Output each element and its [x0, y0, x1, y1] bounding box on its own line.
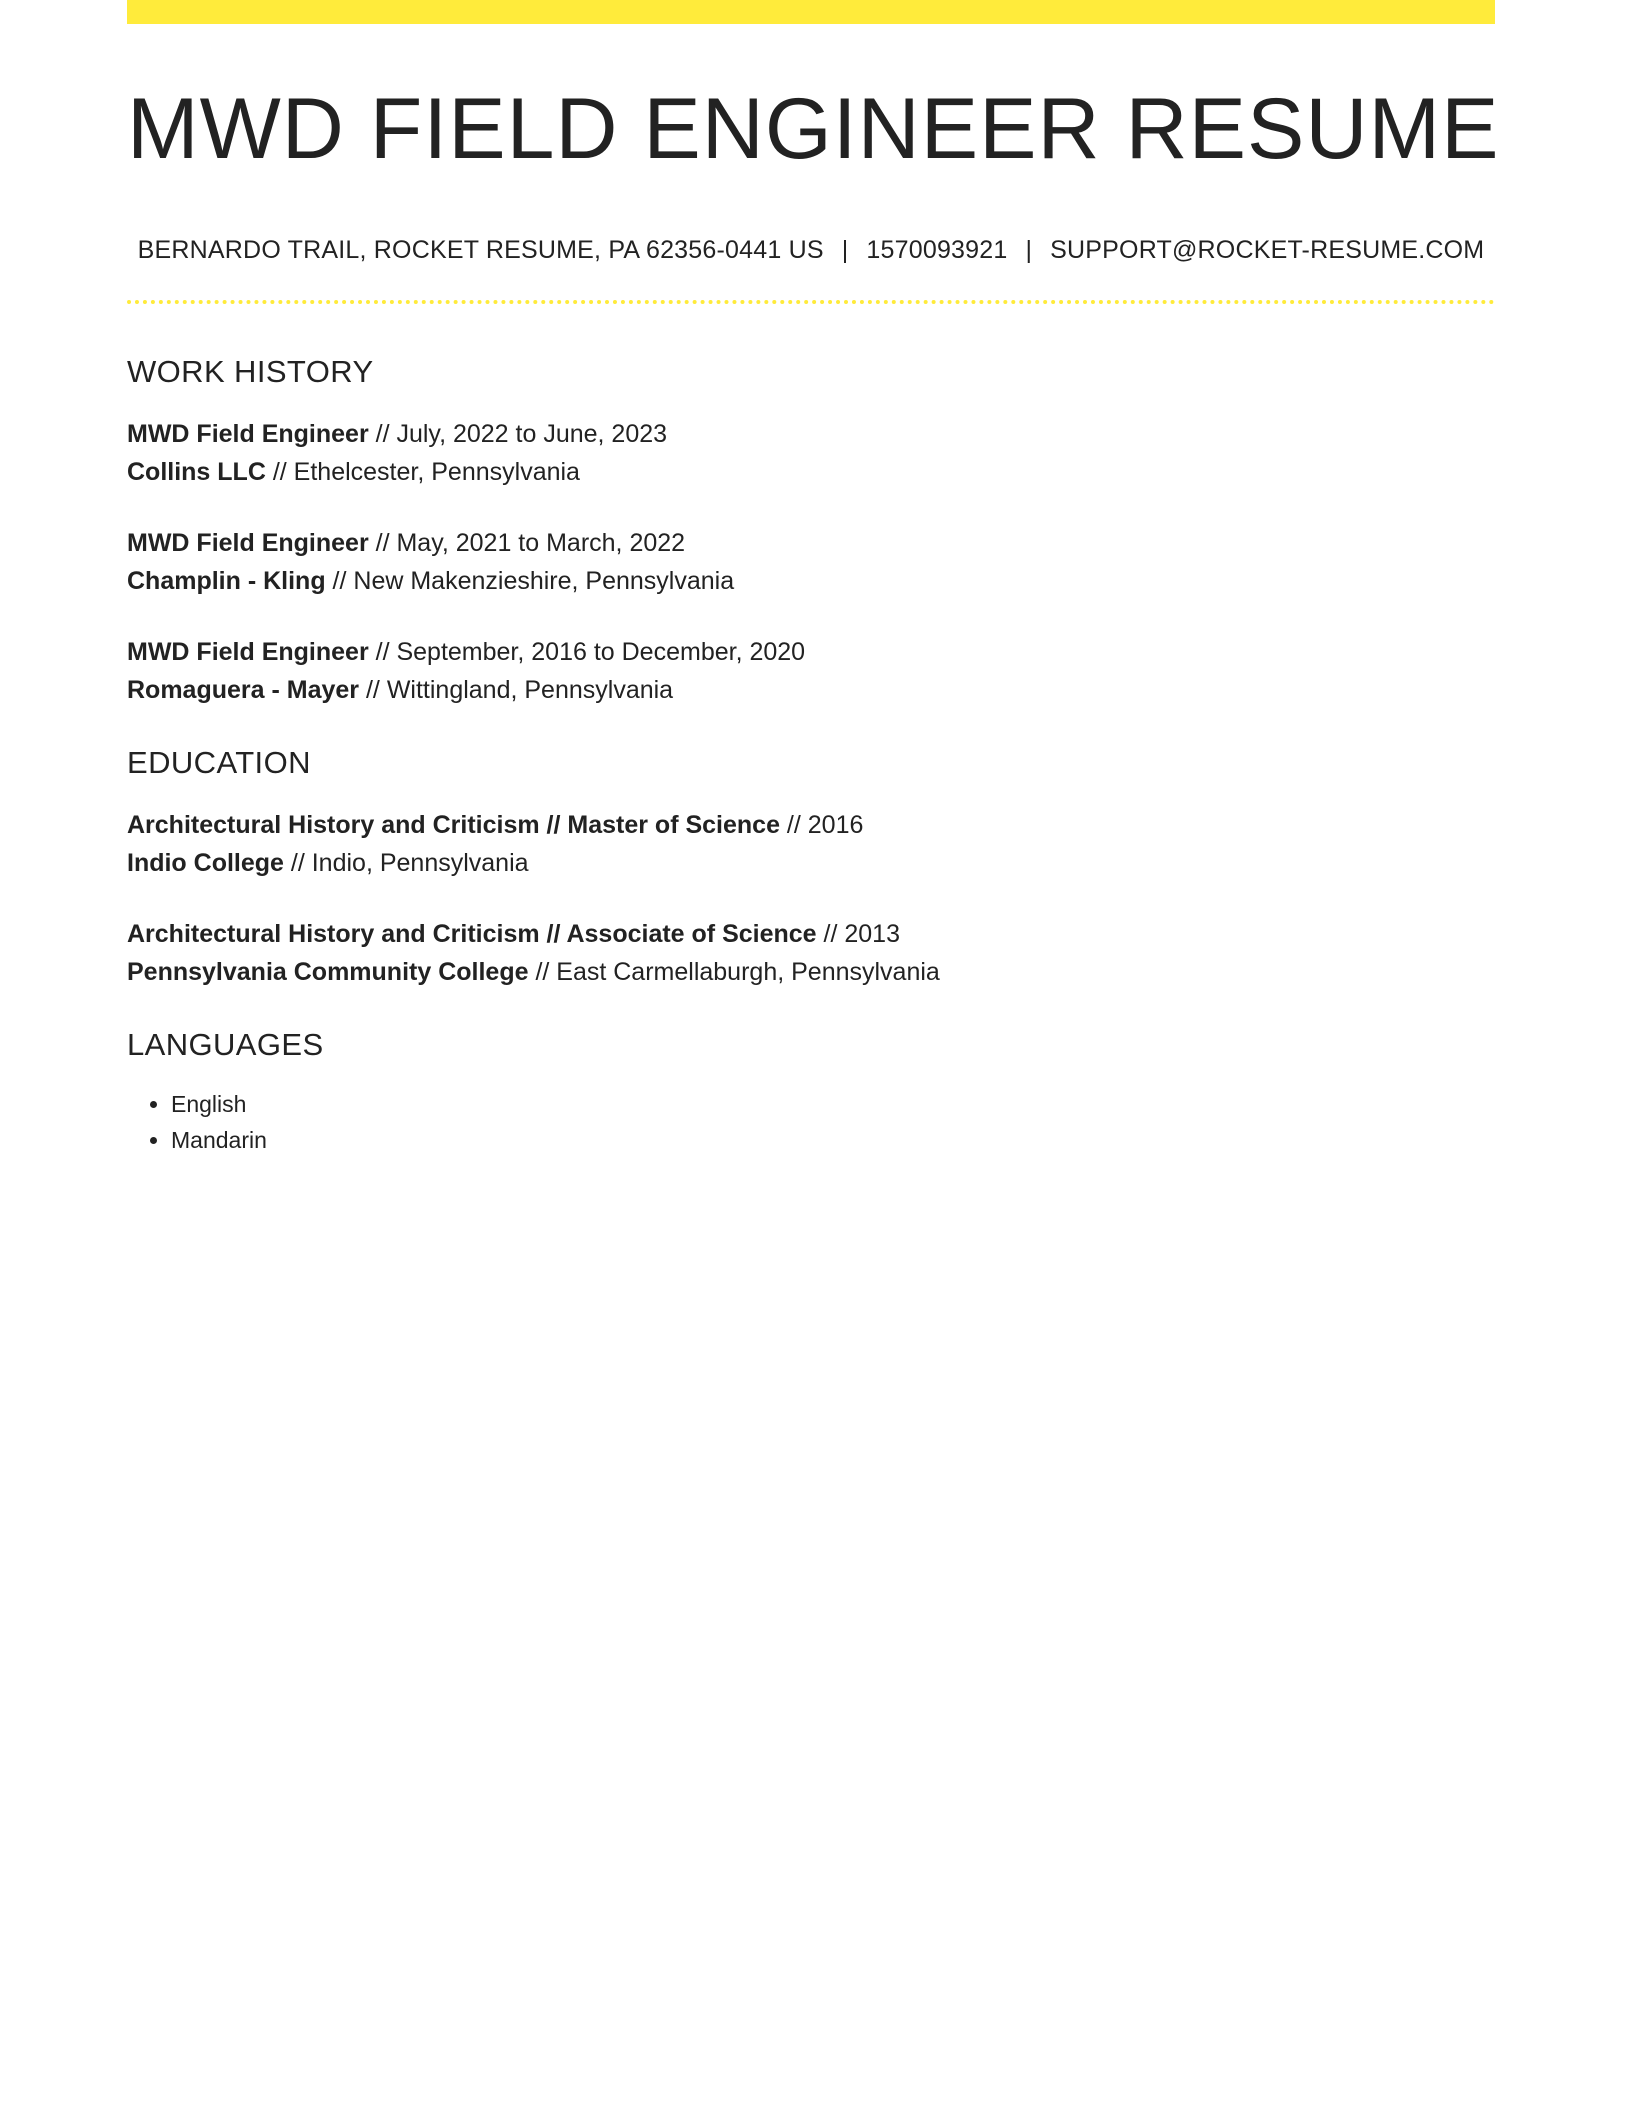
section-title-languages: LANGUAGES: [127, 1027, 324, 1062]
graduation-year: // 2013: [816, 920, 900, 948]
degree-name: Architectural History and Criticism // Associate of Science: [127, 920, 817, 948]
job-dates: // September, 2016 to December, 2020: [368, 638, 806, 666]
job-title: MWD Field Engineer: [127, 529, 369, 557]
company-location: // Wittingland, Pennsylvania: [359, 676, 674, 704]
section-title-work-history: WORK HISTORY: [127, 354, 374, 389]
school-name: Pennsylvania Community College: [127, 958, 529, 986]
language-item: • Mandarin: [171, 1122, 1495, 1158]
education-section: [127, 747, 1495, 991]
contact-phone: 1570093921: [866, 236, 1008, 264]
company-location: // Ethelcester, Pennsylvania: [265, 458, 580, 486]
school-name: Indio College: [127, 849, 284, 877]
work-entry: [127, 524, 1495, 600]
school-location: // East Carmellaburgh, Pennsylvania: [528, 958, 940, 986]
contact-email: SUPPORT@ROCKET-RESUME.COM: [1050, 236, 1485, 264]
resume-page: [127, 0, 1500, 1158]
school-location: // Indio, Pennsylvania: [283, 849, 529, 877]
job-title: MWD Field Engineer: [127, 420, 369, 448]
job-title: MWD Field Engineer: [127, 638, 369, 666]
graduation-year: // 2016: [779, 811, 864, 839]
language-item: • English: [171, 1086, 1495, 1122]
work-history-section: [127, 356, 1495, 709]
contact-separator: |: [841, 236, 849, 264]
company-name: Collins LLC: [127, 458, 266, 486]
job-dates: // May, 2021 to March, 2022: [368, 529, 686, 557]
contact-line: [127, 238, 1495, 263]
contact-address: BERNARDO TRAIL, ROCKET RESUME, PA 62356-0441 US: [137, 236, 824, 264]
work-entry: [127, 633, 1495, 709]
company-location: // New Makenzieshire, Pennsylvania: [325, 567, 735, 595]
company-name: Romaguera - Mayer: [127, 676, 360, 704]
languages-section: [127, 1029, 1495, 1158]
company-name: Champlin - Kling: [127, 567, 326, 595]
work-entry: [127, 415, 1495, 491]
education-entry: [127, 806, 1495, 882]
degree-name: Architectural History and Criticism // Master of Science: [127, 811, 780, 839]
top-accent-bar: [127, 0, 1495, 24]
education-entry: [127, 915, 1495, 991]
resume-title: MWD FIELD ENGINEER RESUME: [127, 81, 1500, 177]
dotted-divider: [127, 300, 1495, 304]
languages-list: [127, 1086, 1495, 1158]
job-dates: // July, 2022 to June, 2023: [368, 420, 668, 448]
section-title-education: EDUCATION: [127, 745, 311, 780]
contact-separator: |: [1025, 236, 1033, 264]
